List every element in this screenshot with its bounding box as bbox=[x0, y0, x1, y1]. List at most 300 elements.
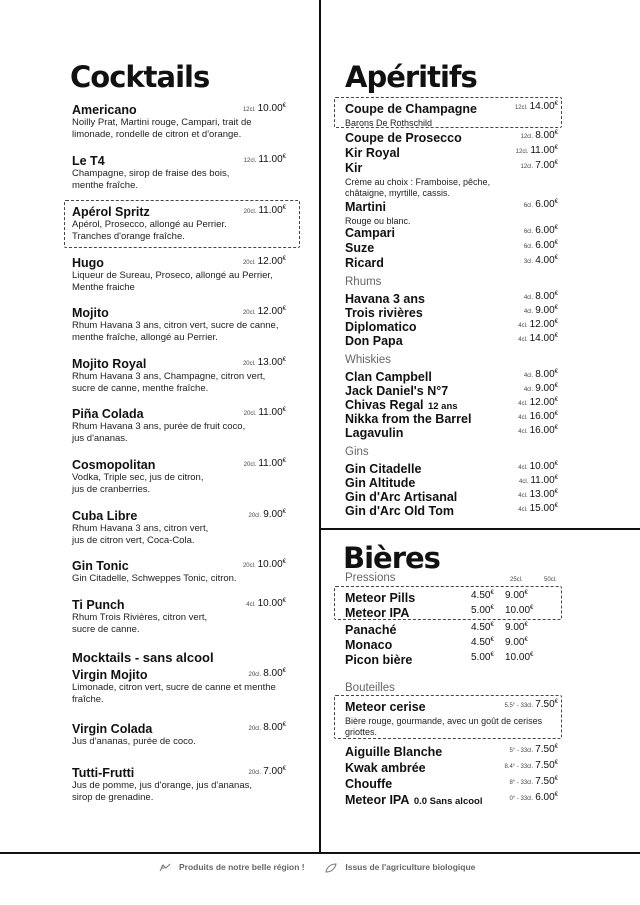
item-volume: 20cl. bbox=[243, 462, 257, 468]
item-price: 4.00 bbox=[535, 255, 555, 266]
item-description: Menthe fraiche bbox=[72, 282, 135, 293]
item-price-group bbox=[524, 305, 558, 316]
item-price: 14.00 bbox=[529, 101, 555, 112]
item-name: Coupe de Prosecco bbox=[345, 131, 462, 145]
item-volume: 4cl. bbox=[518, 337, 528, 343]
item-price-group bbox=[518, 397, 558, 408]
currency-symbol: € bbox=[282, 357, 286, 363]
item-price-group bbox=[509, 776, 558, 787]
currency-symbol: € bbox=[554, 225, 558, 231]
item-price: 12.00 bbox=[257, 256, 283, 267]
item-price-group bbox=[524, 291, 558, 302]
pressions-label: Pressions bbox=[345, 572, 396, 584]
item-description: jus de citron vert, Coca-Cola. bbox=[72, 535, 195, 546]
item-price: 10.00 bbox=[257, 103, 283, 114]
item-price: 11.00 bbox=[258, 154, 283, 165]
item-description: menthe fraîche. bbox=[72, 180, 139, 191]
item-price: 7.50 bbox=[535, 744, 555, 755]
item-name: Panaché bbox=[345, 623, 397, 637]
item-price: 11.00 bbox=[258, 458, 283, 469]
item-name: Tutti-Frutti bbox=[72, 766, 135, 780]
currency-symbol: € bbox=[282, 559, 286, 565]
item-price-group bbox=[249, 766, 287, 777]
item-price: 10.00 bbox=[505, 652, 531, 663]
item-name: Picon bière bbox=[345, 653, 413, 667]
item-description: Jus d'ananas, purée de coco. bbox=[72, 736, 196, 747]
list-item bbox=[345, 239, 558, 253]
currency-symbol: € bbox=[524, 590, 528, 596]
item-price: 4.50 bbox=[471, 622, 491, 633]
item-volume: 20cl. bbox=[242, 310, 256, 316]
item-volume: 6cl. bbox=[523, 203, 534, 209]
item-volume: 4cl. bbox=[518, 401, 528, 407]
list-item bbox=[72, 722, 286, 748]
currency-symbol: € bbox=[282, 103, 286, 109]
price-50cl bbox=[505, 605, 533, 616]
item-price-group bbox=[524, 199, 558, 210]
vertical-divider bbox=[319, 0, 321, 853]
item-price: 9.00 bbox=[505, 590, 525, 601]
item-price-group bbox=[519, 475, 558, 486]
item-price-group bbox=[504, 760, 558, 771]
price-25cl bbox=[471, 652, 494, 663]
item-extra: 0.0 Sans alcool bbox=[413, 796, 483, 807]
item-name: Ricard bbox=[345, 256, 384, 270]
item-description: Barons De Rothschild bbox=[345, 118, 433, 128]
item-price: 6.00 bbox=[535, 240, 555, 251]
item-price: 11.00 bbox=[258, 407, 283, 418]
item-price-group bbox=[518, 489, 558, 500]
price-25cl bbox=[471, 605, 494, 616]
item-volume: 12cl. bbox=[520, 164, 534, 170]
list-item bbox=[345, 224, 558, 238]
item-volume: 20cl. bbox=[248, 672, 262, 678]
list-item bbox=[72, 509, 286, 547]
item-description: Rhum Havana 3 ans, Champagne, citron vert, bbox=[72, 371, 266, 382]
currency-symbol: € bbox=[490, 605, 494, 611]
item-volume: 4cl. bbox=[518, 323, 528, 329]
list-item bbox=[345, 304, 558, 318]
item-volume: 12cl. bbox=[243, 158, 257, 164]
price-25cl bbox=[471, 590, 494, 601]
item-volume: 4cl. bbox=[246, 602, 256, 608]
currency-symbol: € bbox=[554, 319, 558, 325]
item-price-group bbox=[244, 458, 286, 469]
item-price: 7.50 bbox=[535, 760, 555, 771]
list-item bbox=[345, 651, 558, 665]
list-item bbox=[345, 759, 558, 773]
item-price: 11.00 bbox=[530, 145, 555, 156]
list-item bbox=[345, 198, 558, 226]
item-price: 8.00 bbox=[535, 369, 555, 380]
item-description: châtaigne, myrtille, cassis. bbox=[345, 188, 451, 198]
footer-bio: Issus de l'agriculture biologique bbox=[345, 862, 476, 872]
item-volume: 4cl. bbox=[523, 387, 534, 393]
item-name: Cuba Libre bbox=[72, 509, 138, 523]
item-name: Gin d'Arc Artisanal bbox=[345, 490, 458, 504]
item-volume: 12cl. bbox=[514, 105, 528, 111]
item-price: 6.00 bbox=[535, 199, 555, 210]
item-description: sirop de grenadine. bbox=[72, 792, 154, 803]
item-description: Tranches d'orange fraîche. bbox=[72, 231, 185, 242]
price-50cl bbox=[505, 590, 528, 601]
item-volume: 20cl. bbox=[243, 209, 257, 215]
item-volume: 8.4° - 33cl. bbox=[504, 764, 534, 770]
item-price: 8.00 bbox=[263, 722, 283, 733]
item-volume: 4cl. bbox=[523, 295, 534, 301]
list-item bbox=[345, 382, 558, 396]
item-price: 9.00 bbox=[535, 383, 555, 394]
item-price: 7.00 bbox=[263, 766, 283, 777]
currency-symbol: € bbox=[490, 637, 494, 643]
list-item bbox=[345, 332, 558, 346]
leaf-icon bbox=[325, 863, 337, 873]
currency-symbol: € bbox=[282, 598, 286, 604]
currency-symbol: € bbox=[490, 590, 494, 596]
currency-symbol: € bbox=[554, 461, 558, 467]
item-name: Aiguille Blanche bbox=[345, 745, 443, 759]
item-price-group bbox=[246, 598, 286, 609]
item-name: Don Papa bbox=[345, 334, 403, 348]
list-item bbox=[72, 598, 286, 636]
item-price: 9.00 bbox=[505, 637, 525, 648]
currency-symbol: € bbox=[554, 101, 558, 107]
item-volume: 3cl. bbox=[523, 259, 534, 265]
currency-symbol: € bbox=[554, 305, 558, 311]
item-price-group bbox=[518, 425, 558, 436]
currency-symbol: € bbox=[554, 383, 558, 389]
item-price-group bbox=[518, 503, 558, 514]
item-description: Gin Citadelle, Schweppes Tonic, citron. bbox=[72, 573, 237, 584]
list-item bbox=[345, 396, 558, 410]
list-item bbox=[345, 775, 558, 789]
item-name: Ti Punch bbox=[72, 598, 125, 612]
item-name: Nikka from the Barrel bbox=[345, 412, 472, 426]
item-name: Cosmopolitan bbox=[72, 458, 156, 472]
currency-symbol: € bbox=[554, 475, 558, 481]
list-item bbox=[345, 743, 558, 757]
item-name: Trois rivières bbox=[345, 306, 423, 320]
item-price-group bbox=[243, 306, 286, 317]
list-item bbox=[345, 368, 558, 382]
item-price-group bbox=[243, 256, 286, 267]
item-volume: 8° - 33cl. bbox=[509, 780, 534, 786]
list-item bbox=[72, 154, 286, 192]
list-item bbox=[345, 144, 558, 158]
item-volume: 4cl. bbox=[518, 507, 528, 513]
item-description: Rhum Havana 3 ans, citron vert, sucre de canne, bbox=[72, 320, 279, 331]
item-name: Hugo bbox=[72, 256, 104, 270]
item-description: Champagne, sirop de fraise des bois, bbox=[72, 168, 230, 179]
item-volume: 0° - 33cl. bbox=[509, 796, 534, 802]
item-price-group bbox=[243, 357, 286, 368]
item-name: Campari bbox=[345, 226, 396, 240]
footer bbox=[0, 862, 640, 873]
item-price: 14.00 bbox=[529, 333, 555, 344]
item-name: Suze bbox=[345, 241, 375, 255]
item-extra: 12 ans bbox=[427, 401, 458, 412]
item-name: Martini bbox=[345, 200, 386, 214]
item-name: Kir bbox=[345, 161, 363, 175]
item-volume: 12cl. bbox=[515, 149, 529, 155]
list-item bbox=[72, 256, 286, 294]
item-description: Crème au choix : Framboise, pêche, bbox=[345, 177, 491, 187]
item-description: Rhum Havana 3 ans, purée de fruit coco, bbox=[72, 421, 246, 432]
item-volume: 12cl. bbox=[242, 107, 256, 113]
item-price: 4.50 bbox=[471, 590, 491, 601]
currency-symbol: € bbox=[524, 637, 528, 643]
currency-symbol: € bbox=[554, 425, 558, 431]
item-price: 16.00 bbox=[529, 425, 555, 436]
item-price-group bbox=[518, 461, 558, 472]
item-price: 9.00 bbox=[263, 509, 283, 520]
currency-symbol: € bbox=[554, 411, 558, 417]
currency-symbol: € bbox=[554, 760, 558, 766]
list-item bbox=[345, 100, 558, 128]
list-item bbox=[72, 357, 286, 395]
aperitifs-title: Apéritifs bbox=[345, 60, 477, 94]
list-item bbox=[72, 103, 286, 141]
item-name: Diplomatico bbox=[345, 320, 417, 334]
item-price-group bbox=[249, 509, 287, 520]
item-price: 5.00 bbox=[471, 652, 491, 663]
item-name: Chouffe bbox=[345, 777, 393, 791]
item-name: Kwak ambrée bbox=[345, 761, 426, 775]
item-volume: 5.5° - 33cl. bbox=[504, 703, 534, 709]
currency-symbol: € bbox=[282, 509, 286, 515]
item-volume: 20cl. bbox=[248, 513, 262, 519]
currency-symbol: € bbox=[530, 605, 534, 611]
currency-symbol: € bbox=[282, 458, 286, 464]
item-price: 10.00 bbox=[257, 559, 283, 570]
item-price: 12.00 bbox=[529, 397, 555, 408]
item-description: Apérol, Prosecco, allongé au Perrier. bbox=[72, 219, 227, 230]
list-item bbox=[345, 254, 558, 268]
item-name: Le T4 bbox=[72, 154, 105, 168]
item-volume: 4cl. bbox=[518, 465, 528, 471]
currency-symbol: € bbox=[554, 489, 558, 495]
item-name: Jack Daniel's N°7 bbox=[345, 384, 449, 398]
currency-symbol: € bbox=[554, 333, 558, 339]
currency-symbol: € bbox=[524, 622, 528, 628]
currency-symbol: € bbox=[490, 622, 494, 628]
item-name: Mojito Royal bbox=[72, 357, 147, 371]
item-description: jus d'ananas. bbox=[72, 433, 128, 444]
item-name: Monaco bbox=[345, 638, 393, 652]
item-description: menthe fraîche, allongé au Perrier. bbox=[72, 332, 218, 343]
item-price: 16.00 bbox=[529, 411, 555, 422]
item-price: 10.00 bbox=[505, 605, 531, 616]
item-description: griottes. bbox=[345, 727, 378, 737]
price-50cl bbox=[505, 637, 528, 648]
item-price-group bbox=[524, 369, 558, 380]
map-icon bbox=[159, 863, 171, 873]
item-price-group bbox=[524, 240, 558, 251]
item-description: Limonade, citron vert, sucre de canne et menthe bbox=[72, 682, 276, 693]
list-item bbox=[345, 474, 558, 488]
currency-symbol: € bbox=[554, 240, 558, 246]
list-item bbox=[345, 290, 558, 304]
currency-symbol: € bbox=[554, 369, 558, 375]
item-price-group bbox=[521, 130, 559, 141]
item-price: 10.00 bbox=[529, 461, 555, 472]
item-name: Mojito bbox=[72, 306, 109, 320]
item-description: jus de cranberries. bbox=[72, 484, 151, 495]
item-description: Liqueur de Sureau, Proseco, allongé au Perrier, bbox=[72, 270, 273, 281]
footer-divider bbox=[0, 852, 640, 854]
item-volume: 12cl. bbox=[520, 134, 534, 140]
item-price: 13.00 bbox=[529, 489, 555, 500]
currency-symbol: € bbox=[554, 744, 558, 750]
item-price: 7.50 bbox=[535, 699, 555, 710]
currency-symbol: € bbox=[554, 255, 558, 261]
item-name: Virgin Mojito bbox=[72, 668, 148, 682]
item-description: sucre de canne, menthe fraîche. bbox=[72, 383, 209, 394]
list-item bbox=[345, 698, 558, 737]
item-name: Coupe de Champagne bbox=[345, 102, 477, 116]
list-item bbox=[72, 306, 286, 344]
item-volume: 20cl. bbox=[248, 726, 262, 732]
list-item bbox=[345, 129, 558, 143]
currency-symbol: € bbox=[554, 792, 558, 798]
item-volume: 20cl. bbox=[242, 361, 256, 367]
item-price-group bbox=[244, 154, 286, 165]
list-item bbox=[345, 488, 558, 502]
item-name: Piña Colada bbox=[72, 407, 144, 421]
whiskies-label: Whiskies bbox=[345, 354, 392, 366]
item-name: Gin d'Arc Old Tom bbox=[345, 504, 454, 518]
list-item bbox=[72, 458, 286, 496]
item-price-group bbox=[244, 205, 286, 216]
item-price-group bbox=[249, 668, 287, 679]
list-item bbox=[345, 791, 558, 805]
item-name: Lagavulin bbox=[345, 426, 404, 440]
item-volume: 6cl. bbox=[523, 229, 534, 235]
currency-symbol: € bbox=[282, 407, 286, 413]
item-description: sucre de canne. bbox=[72, 624, 140, 635]
item-price: 8.00 bbox=[263, 668, 283, 679]
item-price-group bbox=[516, 145, 558, 156]
item-name: Apérol Spritz bbox=[72, 205, 150, 219]
list-item bbox=[72, 668, 286, 706]
currency-symbol: € bbox=[554, 130, 558, 136]
currency-symbol: € bbox=[282, 205, 286, 211]
item-price: 8.00 bbox=[535, 291, 555, 302]
item-price-group bbox=[243, 559, 286, 570]
currency-symbol: € bbox=[554, 160, 558, 166]
list-item bbox=[345, 159, 558, 198]
item-volume: 20cl. bbox=[243, 411, 257, 417]
item-description: Rouge ou blanc. bbox=[345, 216, 411, 226]
item-price: 8.00 bbox=[535, 130, 555, 141]
currency-symbol: € bbox=[554, 291, 558, 297]
item-volume: 20cl. bbox=[242, 563, 256, 569]
item-volume: 4cl. bbox=[518, 493, 528, 499]
currency-symbol: € bbox=[554, 699, 558, 705]
col-header-25: 25cl. bbox=[510, 577, 523, 583]
col-header-50: 50cl. bbox=[544, 577, 557, 583]
item-price-group bbox=[524, 383, 558, 394]
item-price-group bbox=[509, 744, 558, 755]
item-price: 9.00 bbox=[505, 622, 525, 633]
currency-symbol: € bbox=[282, 766, 286, 772]
item-description: Vodka, Triple sec, jus de citron, bbox=[72, 472, 204, 483]
item-price-group bbox=[509, 792, 558, 803]
list-item bbox=[345, 460, 558, 474]
item-description: Noilly Prat, Martini rouge, Campari, trait de bbox=[72, 117, 252, 128]
list-item bbox=[345, 589, 558, 603]
item-price-group bbox=[518, 319, 558, 330]
item-name: Gin Altitude bbox=[345, 476, 416, 490]
item-price: 5.00 bbox=[471, 605, 491, 616]
currency-symbol: € bbox=[530, 652, 534, 658]
item-volume: 4cl. bbox=[518, 429, 528, 435]
item-price: 7.50 bbox=[535, 776, 555, 787]
item-name: Havana 3 ans bbox=[345, 292, 425, 306]
item-volume: 4cl. bbox=[519, 479, 529, 485]
currency-symbol: € bbox=[282, 668, 286, 674]
item-price: 15.00 bbox=[529, 503, 555, 514]
item-price-group bbox=[521, 160, 559, 171]
list-item bbox=[345, 604, 558, 618]
item-description: Rhum Havana 3 ans, citron vert, bbox=[72, 523, 209, 534]
item-price: 12.00 bbox=[257, 306, 283, 317]
list-item bbox=[72, 766, 286, 804]
item-price: 11.00 bbox=[258, 205, 283, 216]
item-price: 7.00 bbox=[535, 160, 555, 171]
list-item bbox=[345, 502, 558, 516]
item-name: Virgin Colada bbox=[72, 722, 153, 736]
mocktails-title: Mocktails - sans alcool bbox=[72, 650, 214, 665]
item-price-group bbox=[244, 407, 286, 418]
item-description: limonade, rondelle de citron et d'orange. bbox=[72, 129, 242, 140]
item-volume: 4cl. bbox=[523, 373, 534, 379]
item-name: Chivas Regal bbox=[345, 398, 424, 412]
item-volume: 5° - 33cl. bbox=[509, 748, 534, 754]
item-volume: 20cl. bbox=[248, 770, 262, 776]
item-price-group bbox=[518, 411, 558, 422]
currency-symbol: € bbox=[554, 503, 558, 509]
item-description: fraîche. bbox=[72, 694, 104, 705]
item-price-group bbox=[518, 333, 558, 344]
item-price: 13.00 bbox=[257, 357, 283, 368]
currency-symbol: € bbox=[554, 397, 558, 403]
gins-label: Gins bbox=[345, 446, 369, 458]
item-price: 6.00 bbox=[535, 792, 555, 803]
item-price: 6.00 bbox=[535, 225, 555, 236]
item-name: Gin Citadelle bbox=[345, 462, 422, 476]
item-description: Jus de pomme, jus d'orange, jus d'ananas, bbox=[72, 780, 253, 791]
currency-symbol: € bbox=[282, 306, 286, 312]
item-name: Meteor IPA bbox=[345, 606, 410, 620]
list-item bbox=[345, 621, 558, 635]
currency-symbol: € bbox=[554, 145, 558, 151]
item-name: Kir Royal bbox=[345, 146, 400, 160]
item-volume: 4cl. bbox=[518, 415, 528, 421]
item-price: 4.50 bbox=[471, 637, 491, 648]
item-price: 12.00 bbox=[529, 319, 555, 330]
currency-symbol: € bbox=[490, 652, 494, 658]
item-name: Clan Campbell bbox=[345, 370, 432, 384]
price-25cl bbox=[471, 637, 494, 648]
list-item bbox=[72, 559, 286, 585]
item-volume: 20cl. bbox=[242, 260, 256, 266]
currency-symbol: € bbox=[554, 199, 558, 205]
price-25cl bbox=[471, 622, 494, 633]
currency-symbol: € bbox=[282, 256, 286, 262]
item-price: 9.00 bbox=[535, 305, 555, 316]
item-description: Rhum Trois Rivières, citron vert, bbox=[72, 612, 208, 623]
